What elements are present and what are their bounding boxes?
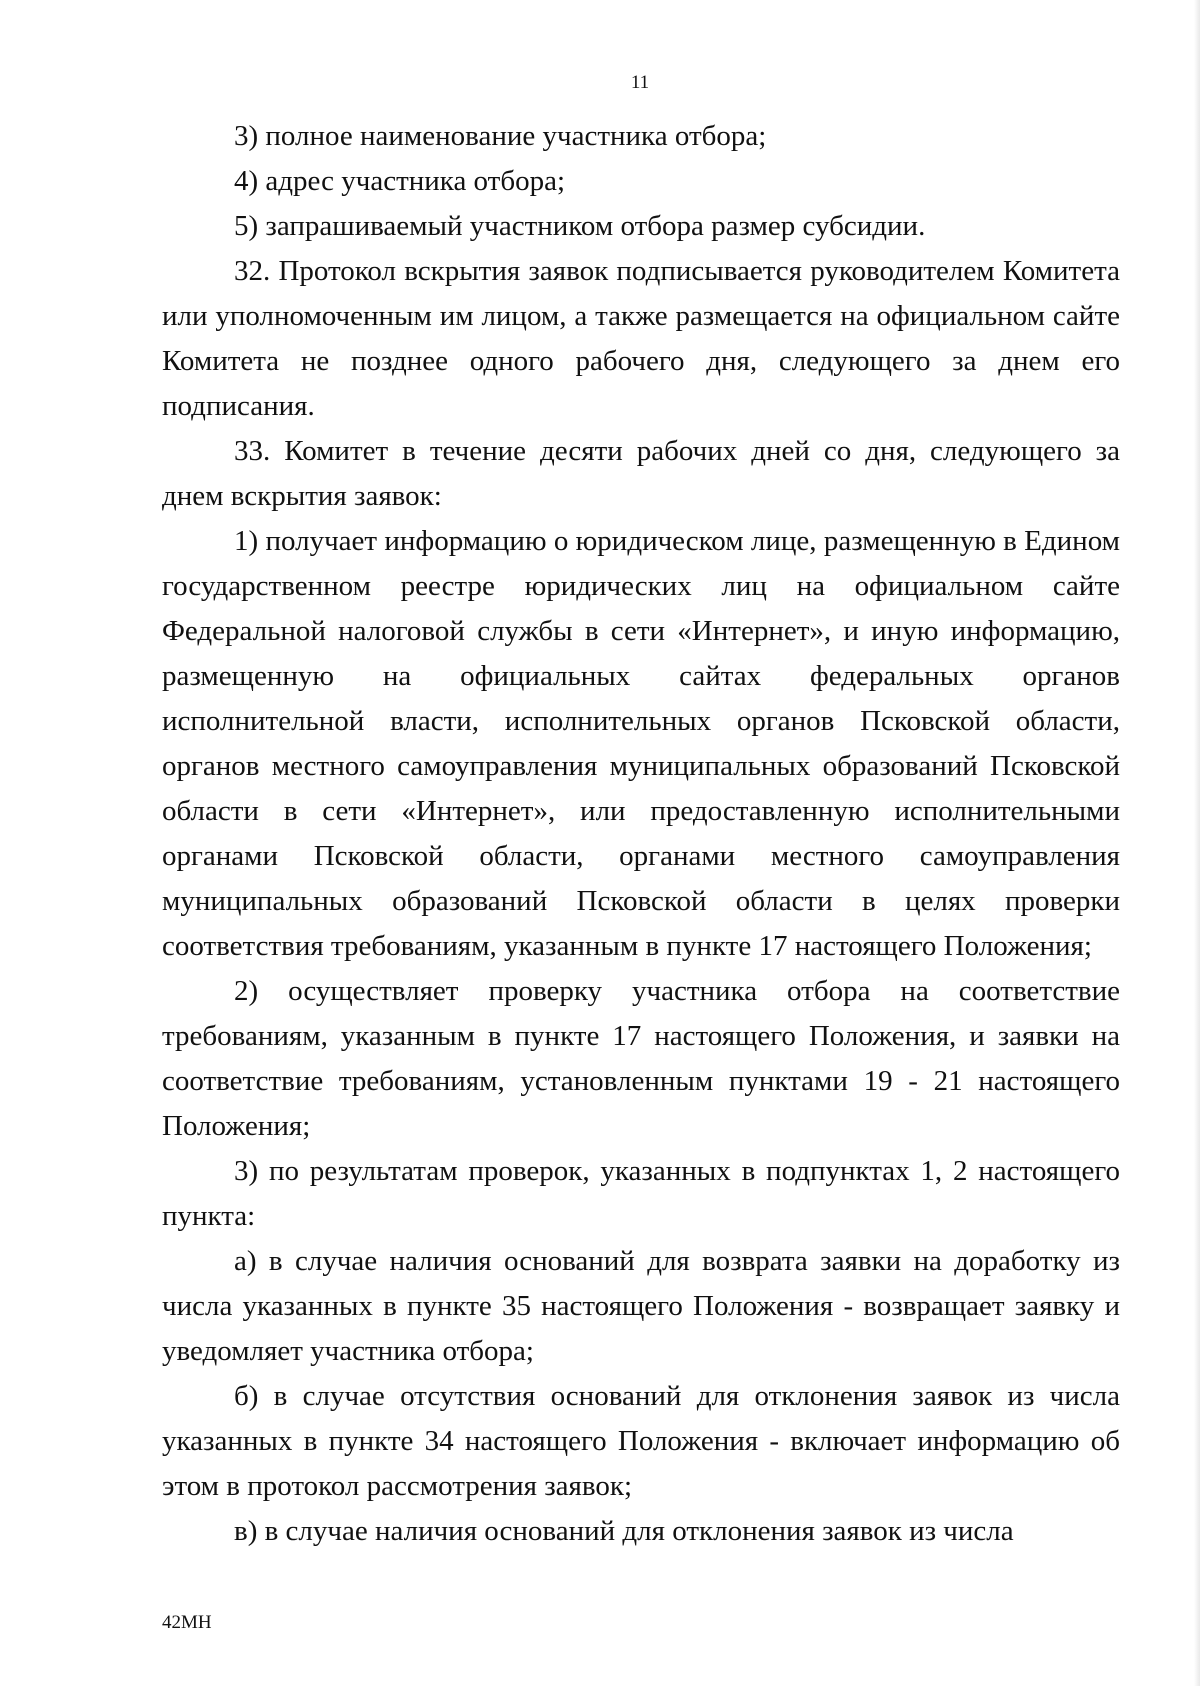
paragraph-33: 33. Комитет в течение десяти рабочих дней со дня, следующего за днем вскрытия заявок: <box>162 435 1120 512</box>
document-code: 42МН <box>162 1612 212 1633</box>
list-item: 4) адрес участника отбора; <box>234 165 566 197</box>
subparagraph-b: б) в случае отсутствия оснований для отклонения заявок из числа указанных в пункте 34 настоящего Положения - включает информацию об этом в протокол рассмотрения заявок; <box>162 1380 1120 1502</box>
document-body <box>162 114 1120 1554</box>
subparagraph-3: 3) по результатам проверок, указанных в подпунктах 1, 2 настоящего пункта: <box>162 1155 1120 1232</box>
subparagraph-a: а) в случае наличия оснований для возврата заявки на доработку из числа указанных в пункте 35 настоящего Положения - возвращает заявку и уведомляет участника отбора; <box>162 1245 1120 1367</box>
list-item: 5) запрашиваемый участником отбора размер субсидии. <box>234 210 926 242</box>
subparagraph-v: в) в случае наличия оснований для отклонения заявок из числа <box>234 1515 1014 1547</box>
list-item: 3) полное наименование участника отбора; <box>234 120 767 152</box>
subparagraph-2: 2) осуществляет проверку участника отбора на соответствие требованиям, указанным в пункте 17 настоящего Положения, и заявки на соответствие требованиям, установленным пунктами 19 - 21 настоящего Положения; <box>162 975 1120 1142</box>
paragraph-32: 32. Протокол вскрытия заявок подписывается руководителем Комитета или уполномоченным им лицом, а также размещается на официальном сайте Комитета не позднее одного рабочего дня, следующего за днем его подписания. <box>162 255 1120 422</box>
page-number: 11 <box>630 72 650 93</box>
scan-edge <box>1194 0 1200 1686</box>
subparagraph-1: 1) получает информацию о юридическом лице, размещенную в Едином государственном реестре юридических лиц на официальном сайте Федеральной налоговой службы в сети «Интернет», и иную информацию, размещенную на официальных сайтах федеральных органов исполнительной власти, исполнительных органов Псковской области, органов местного самоуправления муниципальных образований Псковской области в сети «Интернет», или предоставленную исполнительными органами Псковской области, органами местного самоуправления муниципальных образований Псковской области в целях проверки соответствия требованиям, указанным в пункте 17 настоящего Положения; <box>162 525 1120 962</box>
